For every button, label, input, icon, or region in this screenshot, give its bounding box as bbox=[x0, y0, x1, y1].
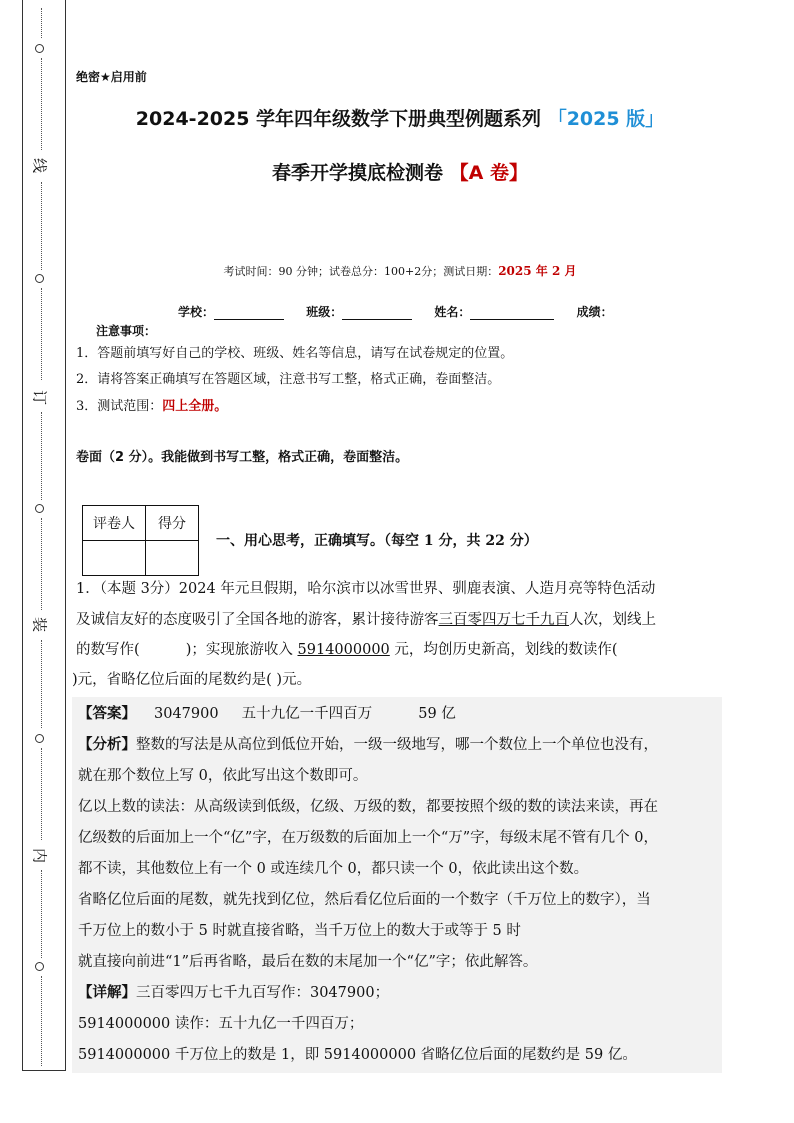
subtitle-volume: 【A 卷】 bbox=[449, 162, 528, 184]
question-line bbox=[76, 638, 618, 659]
title-edition: 「2025 版」 bbox=[547, 108, 665, 130]
exam-info bbox=[60, 262, 740, 279]
question-text: 及诚信友好的态度吸引了全国各地的游客，累计接待游客 bbox=[76, 612, 439, 628]
binding-dots bbox=[41, 288, 42, 380]
notes-heading: 注意事项： bbox=[96, 324, 157, 338]
detail-label: 【详解】 bbox=[78, 984, 136, 1001]
score-header: 得分 bbox=[146, 506, 199, 541]
title-main: 2024-2025 学年四年级数学下册典型例题系列 bbox=[135, 108, 542, 130]
analysis-text: 整数的写法是从高位到低位开始，一级一级地写，哪一个数位上一个单位也没有， bbox=[136, 737, 658, 753]
binding-dots bbox=[41, 870, 42, 958]
underlined-number: 三百零四万七千九百 bbox=[438, 612, 569, 628]
binding-dots bbox=[41, 58, 42, 150]
binding-hole bbox=[35, 734, 44, 743]
name-label: 姓名： bbox=[434, 305, 471, 319]
paper-neatness: 卷面（2 分）。我能做到书写工整，格式正确，卷面整洁。 bbox=[76, 450, 409, 465]
analysis-label: 【分析】 bbox=[78, 736, 136, 753]
answer-values: 3047900 五十九亿一千四百万 59 亿 bbox=[154, 706, 456, 722]
question-text: 人次，划线上 bbox=[569, 612, 656, 628]
binding-char-zhuang: 装 bbox=[30, 616, 49, 632]
underlined-number: 5914000000 bbox=[297, 642, 390, 658]
student-info-fields bbox=[178, 303, 613, 320]
class-blank[interactable] bbox=[342, 305, 412, 320]
answer-line bbox=[78, 702, 456, 723]
binding-hole bbox=[35, 274, 44, 283]
analysis-line: 千万位上的数小于 5 时就直接省略，当千万位上的数大于或等于 5 时 bbox=[78, 923, 521, 939]
analysis-line: 省略亿位后面的尾数，就先找到亿位，然后看亿位后面的一个数字（千万位上的数字），当 bbox=[78, 892, 651, 908]
binding-dots bbox=[41, 8, 42, 38]
school-blank[interactable] bbox=[214, 305, 284, 320]
detail-line bbox=[78, 981, 389, 1002]
binding-dots bbox=[41, 640, 42, 728]
binding-char-xian: 线 bbox=[30, 157, 49, 173]
note-scope: 四上全册。 bbox=[162, 399, 228, 414]
analysis-line bbox=[78, 733, 658, 754]
grader-header: 评卷人 bbox=[83, 506, 146, 541]
class-label: 班级： bbox=[306, 305, 343, 319]
paper-title bbox=[60, 104, 740, 131]
question-line bbox=[76, 608, 656, 629]
binding-char-nei: 内 bbox=[30, 847, 49, 863]
note-item bbox=[76, 395, 227, 414]
paper-subtitle bbox=[60, 158, 740, 185]
confidential-label: 绝密★启用前 bbox=[76, 70, 147, 84]
analysis-line: 亿以上数的读法：从高级读到低级，亿级、万级的数，都要按照个级的数的读法来读，再在 bbox=[78, 799, 658, 815]
binding-dots bbox=[41, 976, 42, 1066]
section-title: 一、用心思考，正确填写。（每空 1 分，共 22 分） bbox=[216, 533, 538, 549]
note-item3-prefix: 3．测试范围： bbox=[76, 399, 163, 414]
question-line: )元，省略亿位后面的尾数约是( )元。 bbox=[72, 672, 312, 688]
question-line: 1．（本题 3分）2024 年元旦假期，哈尔滨市以冰雪世界、驯鹿表演、人造月亮等特色活动 bbox=[76, 581, 656, 597]
subtitle-main: 春季开学摸底检测卷 bbox=[272, 162, 444, 184]
detail-line: 5914000000 读作：五十九亿一千四百万； bbox=[78, 1016, 364, 1032]
binding-hole bbox=[35, 504, 44, 513]
grader-cell[interactable] bbox=[83, 541, 146, 576]
detail-line: 5914000000 千万位上的数是 1，即 5914000000 省略亿位后面的尾数约是 59 亿。 bbox=[78, 1047, 637, 1063]
binding-dots bbox=[41, 412, 42, 500]
binding-hole bbox=[35, 962, 44, 971]
analysis-line: 就在那个数位上写 0，依此写出这个数即可。 bbox=[78, 768, 368, 784]
score-cell[interactable] bbox=[146, 541, 199, 576]
analysis-line: 就直接向前进“1”后再省略，最后在数的末尾加一个“亿”字；依此解答。 bbox=[78, 954, 538, 970]
note-item: 2．请将答案正确填写在答题区域，注意书写工整，格式正确，卷面整洁。 bbox=[76, 372, 501, 387]
exam-info-text: 考试时间：90 分钟；试卷总分：100+2分；测试日期： bbox=[223, 265, 499, 278]
analysis-line: 都不读，其他数位上有一个 0 或连续几个 0，都只读一个 0，依此读出这个数。 bbox=[78, 861, 589, 877]
binding-hole bbox=[35, 44, 44, 53]
score-label: 成绩： bbox=[576, 305, 613, 319]
score-table bbox=[82, 505, 199, 576]
binding-dots bbox=[41, 518, 42, 610]
school-label: 学校： bbox=[178, 305, 215, 319]
exam-date: 2025 年 2 月 bbox=[498, 264, 577, 278]
binding-dots bbox=[41, 182, 42, 270]
question-text: 元，均创历史新高，划线的数读作( bbox=[389, 642, 618, 658]
binding-char-ding: 订 bbox=[30, 389, 49, 405]
name-blank[interactable] bbox=[470, 305, 554, 320]
analysis-line: 亿级数的后面加上一个“亿”字，在万级数的后面加上一个“万”字，每级末尾不管有几个 0， bbox=[78, 830, 658, 846]
binding-dots bbox=[41, 748, 42, 840]
detail-text: 三百零四万七千九百写作：3047900； bbox=[136, 985, 390, 1001]
answer-label: 【答案】 bbox=[78, 705, 136, 722]
note-item: 1．答题前填写好自己的学校、班级、姓名等信息，请写在试卷规定的位置。 bbox=[76, 346, 514, 361]
question-text: 的数写作( )；实现旅游收入 bbox=[76, 642, 298, 658]
